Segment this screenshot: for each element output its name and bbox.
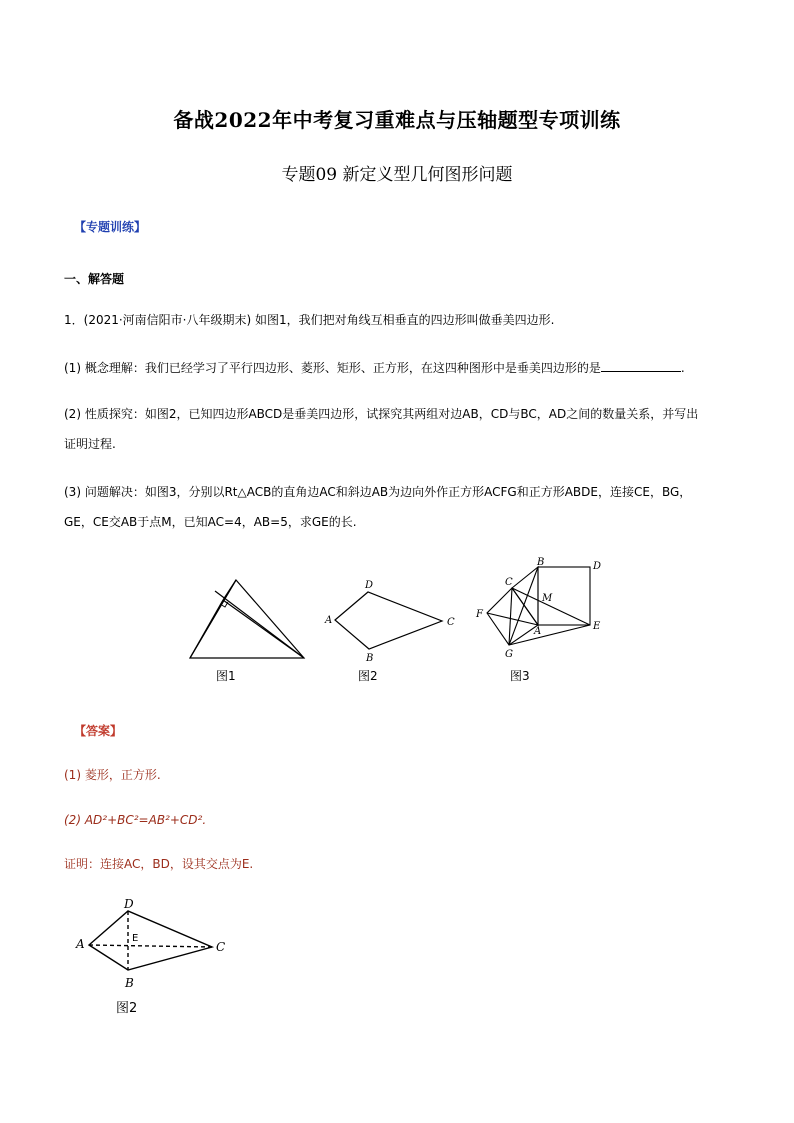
answer-heading: 【答案】 [74, 724, 123, 738]
question-part2-line2: 证明过程. [64, 437, 116, 451]
part1-suffix: . [680, 361, 685, 375]
fig2-caption: 图2 [358, 669, 378, 683]
answer-fig-label-c: C [216, 940, 226, 954]
fig1-caption: 图1 [216, 669, 236, 683]
answer-part2: (2) AD²+BC²=AB²+CD². [64, 813, 207, 827]
answer-figure [70, 895, 240, 1020]
fig3-label-m: M [542, 593, 553, 604]
fig2-label-a: A [325, 615, 333, 626]
answer-fig-caption: 图2 [116, 1001, 138, 1016]
fig2-label-c: C [447, 617, 455, 628]
answer-proof-line: 证明：连接AC，BD，设其交点为E. [64, 857, 254, 871]
special-training-label: 【专题训练】 [74, 220, 147, 234]
fig3-label-g: G [505, 649, 513, 660]
answer-part1: (1) 菱形，正方形. [64, 768, 161, 782]
answer-fig-label-e: E [132, 933, 139, 944]
page-subtitle: 专题09 新定义型几何图形问题 [281, 165, 513, 185]
question-part2-line1: (2) 性质探究：如图2，已知四边形ABCD是垂美四边形，试探究其两组对边AB，CD与BC，AD之间的数量关系，并写出 [64, 407, 699, 421]
question-part1 [64, 356, 734, 381]
answer-blank [601, 359, 681, 372]
question-figures [180, 555, 620, 690]
answer-fig-label-d: D [124, 897, 134, 911]
fig3-label-d: D [593, 561, 602, 572]
fig3-label-e: E [593, 621, 601, 632]
fig3-label-a: A [534, 626, 542, 637]
fig3-label-b: B [537, 557, 545, 568]
question-part3-line2: GE，CE交AB于点M，已知AC=4，AB=5，求GE的长. [64, 515, 357, 529]
page-title: 备战2022年中考复习重难点与压轴题型专项训练 [173, 108, 621, 132]
figure-1 [190, 580, 304, 658]
fig3-caption: 图3 [510, 669, 530, 683]
fig2-label-b: B [366, 653, 374, 664]
answer-fig-label-a: A [76, 937, 85, 951]
part1-prefix: (1) 概念理解：我们已经学习了平行四边形、菱形、矩形、正方形，在这四种图形中是垂美四边形的是 [64, 361, 601, 375]
answer-fig-label-b: B [125, 976, 134, 990]
question-stem: 1．(2021·河南信阳市·八年级期末) 如图1，我们把对角线互相垂直的四边形叫做垂美四边形. [64, 313, 555, 327]
fig2-label-d: D [365, 580, 374, 591]
fig3-label-c: C [505, 577, 513, 588]
section-heading: 一、解答题 [64, 272, 125, 286]
question-part3-line1: (3) 问题解决：如图3，分别以Rt△ACB的直角边AC和斜边AB为边向外作正方形ACFG和正方形ABDE，连接CE，BG， [64, 485, 692, 499]
figure-2 [335, 592, 442, 649]
fig3-label-f: F [476, 609, 483, 620]
